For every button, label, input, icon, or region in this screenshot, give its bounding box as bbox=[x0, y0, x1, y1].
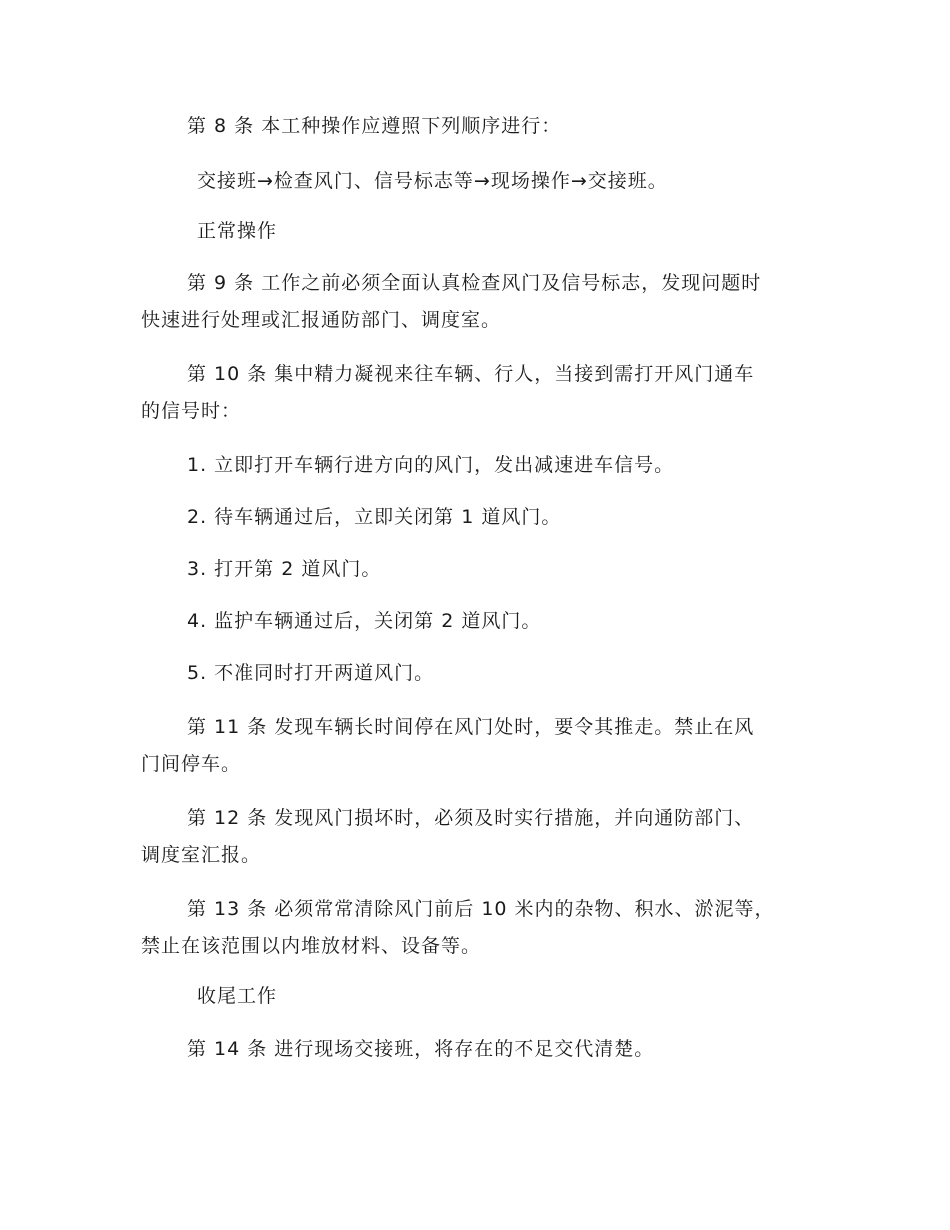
list-item: 4. 监护车辆通过后，关闭第 2 道风门。 bbox=[187, 610, 542, 632]
heading-closing-work: 收尾工作 bbox=[197, 985, 278, 1007]
heading-normal-operation: 正常操作 bbox=[197, 220, 278, 242]
article-12-line-1: 第 12 条 发现风门损坏时，必须及时实行措施，并向通防部门、 bbox=[187, 807, 755, 829]
article-9-line-1: 第 9 条 工作之前必须全面认真检查风门及信号标志，发现问题时 bbox=[187, 272, 762, 294]
article-10-line-1: 第 10 条 集中精力凝视来往车辆、行人，当接到需打开风门通车 bbox=[187, 363, 755, 385]
list-item: 3. 打开第 2 道风门。 bbox=[187, 558, 382, 580]
article-11-line-1: 第 11 条 发现车辆长时间停在风门处时，要令其推走。禁止在风 bbox=[187, 716, 755, 738]
article-14: 第 14 条 进行现场交接班，将存在的不足交代清楚。 bbox=[187, 1038, 655, 1060]
operation-sequence: 交接班→检查风门、信号标志等→现场操作→交接班。 bbox=[197, 170, 668, 192]
list-item: 5. 不准同时打开两道风门。 bbox=[187, 662, 435, 684]
article-13-line-1: 第 13 条 必须常常清除风门前后 10 米内的杂物、积水、淤泥等， bbox=[187, 898, 775, 920]
list-item: 1. 立即打开车辆行进方向的风门，发出减速进车信号。 bbox=[187, 454, 675, 476]
article-13-line-2: 禁止在该范围以内堆放材料、设备等。 bbox=[141, 935, 482, 957]
article-8: 第 8 条 本工种操作应遵照下列顺序进行： bbox=[187, 115, 562, 137]
list-item: 2. 待车辆通过后，立即关闭第 1 道风门。 bbox=[187, 506, 562, 528]
article-12-line-2: 调度室汇报。 bbox=[141, 844, 262, 866]
article-11-line-2: 门间停车。 bbox=[141, 753, 242, 775]
article-9-line-2: 快速进行处理或汇报通防部门、调度室。 bbox=[141, 309, 502, 331]
article-10-line-2: 的信号时： bbox=[141, 400, 242, 422]
